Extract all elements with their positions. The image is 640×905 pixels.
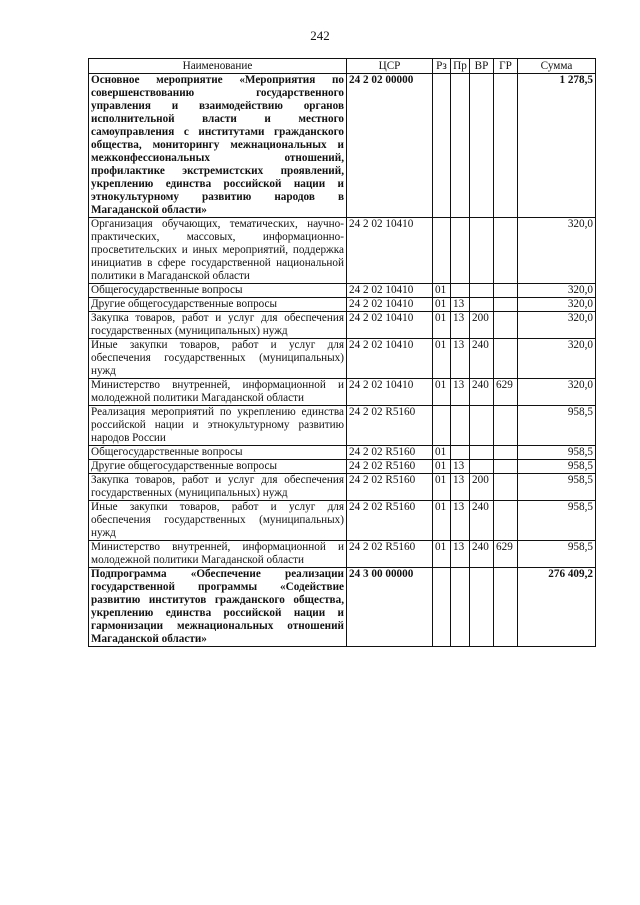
cell-gr: [494, 501, 518, 541]
cell-gr: 629: [494, 541, 518, 568]
cell-rz: 01: [433, 312, 451, 339]
cell-gr: [494, 218, 518, 284]
cell-rz: [433, 74, 451, 218]
cell-vr: 240: [470, 339, 494, 379]
cell-sum: 320,0: [518, 218, 596, 284]
cell-pr: [451, 568, 470, 647]
cell-pr: 13: [451, 474, 470, 501]
cell-vr: 240: [470, 501, 494, 541]
cell-gr: [494, 284, 518, 298]
header-rz: Рз: [433, 59, 451, 74]
cell-csr: 24 2 02 R5160: [347, 446, 433, 460]
cell-pr: 13: [451, 298, 470, 312]
table-row: [89, 460, 596, 474]
cell-csr: 24 2 02 10410: [347, 379, 433, 406]
cell-pr: 13: [451, 501, 470, 541]
cell-csr: 24 2 02 10410: [347, 284, 433, 298]
cell-name: Закупка товаров, работ и услуг для обеспечения государственных (муниципальных) нужд: [89, 312, 347, 339]
table-row: [89, 298, 596, 312]
cell-name: Реализация мероприятий по укреплению единства российской нации и этнокультурному развитию народов России: [89, 406, 347, 446]
cell-rz: 01: [433, 501, 451, 541]
cell-gr: [494, 406, 518, 446]
cell-sum: 276 409,2: [518, 568, 596, 647]
table-row: [89, 446, 596, 460]
cell-sum: 320,0: [518, 379, 596, 406]
cell-vr: [470, 460, 494, 474]
cell-sum: 958,5: [518, 541, 596, 568]
table-body: [89, 74, 596, 647]
cell-gr: [494, 298, 518, 312]
cell-csr: 24 2 02 10410: [347, 298, 433, 312]
cell-vr: [470, 298, 494, 312]
cell-vr: [470, 284, 494, 298]
cell-pr: 13: [451, 541, 470, 568]
header-csr: ЦСР: [347, 59, 433, 74]
cell-rz: 01: [433, 379, 451, 406]
table-header-row: [89, 59, 596, 74]
cell-vr: [470, 568, 494, 647]
header-pr: Пр: [451, 59, 470, 74]
cell-sum: 958,5: [518, 460, 596, 474]
cell-pr: [451, 218, 470, 284]
cell-gr: [494, 568, 518, 647]
table-row: [89, 568, 596, 647]
cell-csr: 24 3 00 00000: [347, 568, 433, 647]
cell-name: Основное мероприятие «Мероприятия по совершенствованию государственного управления и взаимодействию органов исполнительной власти и местного самоуправления с институтами гражданского общества, мониторингу межнациональных и межконфессиональных отношений, профилактике экстремистских проявлений, укреплению единства российской нации и этнокультурному развитию народов в Магаданской области»: [89, 74, 347, 218]
cell-name: Организация обучающих, тематических, научно-практических, массовых, информационно-просветительских и иных мероприятий, поддержка инициатив в сфере государственной национальной политики в Магаданской области: [89, 218, 347, 284]
cell-name: Министерство внутренней, информационной и молодежной политики Магаданской области: [89, 541, 347, 568]
table-row: [89, 218, 596, 284]
table-row: [89, 379, 596, 406]
cell-sum: 958,5: [518, 406, 596, 446]
cell-name: Закупка товаров, работ и услуг для обеспечения государственных (муниципальных) нужд: [89, 474, 347, 501]
header-sum: Сумма: [518, 59, 596, 74]
cell-sum: 1 278,5: [518, 74, 596, 218]
cell-pr: [451, 74, 470, 218]
cell-gr: [494, 74, 518, 218]
cell-rz: [433, 218, 451, 284]
cell-csr: 24 2 02 R5160: [347, 501, 433, 541]
cell-name: Иные закупки товаров, работ и услуг для обеспечения государственных (муниципальных) нужд: [89, 501, 347, 541]
cell-csr: 24 2 02 10410: [347, 218, 433, 284]
cell-pr: [451, 284, 470, 298]
cell-vr: [470, 218, 494, 284]
cell-pr: [451, 446, 470, 460]
cell-rz: [433, 568, 451, 647]
cell-gr: [494, 339, 518, 379]
header-name: Наименование: [89, 59, 347, 74]
cell-name: Общегосударственные вопросы: [89, 446, 347, 460]
table-row: [89, 74, 596, 218]
cell-vr: 200: [470, 312, 494, 339]
cell-csr: 24 2 02 R5160: [347, 460, 433, 474]
cell-csr: 24 2 02 10410: [347, 312, 433, 339]
cell-rz: 01: [433, 446, 451, 460]
cell-sum: 958,5: [518, 446, 596, 460]
cell-name: Другие общегосударственные вопросы: [89, 460, 347, 474]
cell-csr: 24 2 02 10410: [347, 339, 433, 379]
page-number: 242: [310, 28, 330, 43]
cell-sum: 320,0: [518, 312, 596, 339]
cell-vr: [470, 74, 494, 218]
table-row: [89, 474, 596, 501]
cell-gr: [494, 460, 518, 474]
cell-pr: 13: [451, 460, 470, 474]
cell-rz: 01: [433, 298, 451, 312]
cell-vr: 240: [470, 541, 494, 568]
cell-vr: [470, 446, 494, 460]
cell-pr: 13: [451, 379, 470, 406]
cell-pr: 13: [451, 312, 470, 339]
cell-rz: 01: [433, 339, 451, 379]
cell-gr: 629: [494, 379, 518, 406]
table-row: [89, 406, 596, 446]
cell-vr: 200: [470, 474, 494, 501]
cell-csr: 24 2 02 R5160: [347, 541, 433, 568]
cell-vr: [470, 406, 494, 446]
cell-pr: 13: [451, 339, 470, 379]
table-row: [89, 284, 596, 298]
cell-sum: 320,0: [518, 339, 596, 379]
cell-name: Иные закупки товаров, работ и услуг для обеспечения государственных (муниципальных) нужд: [89, 339, 347, 379]
cell-name: Министерство внутренней, информационной и молодежной политики Магаданской области: [89, 379, 347, 406]
table-row: [89, 339, 596, 379]
cell-rz: [433, 406, 451, 446]
cell-name: Подпрограмма «Обеспечение реализации государственной программы «Содействие развитию институтов гражданского общества, укреплению единства российской нации и гармонизации межнациональных отношений Магаданской области»: [89, 568, 347, 647]
cell-name: Другие общегосударственные вопросы: [89, 298, 347, 312]
cell-sum: 320,0: [518, 284, 596, 298]
cell-csr: 24 2 02 00000: [347, 74, 433, 218]
cell-rz: 01: [433, 541, 451, 568]
cell-csr: 24 2 02 R5160: [347, 474, 433, 501]
table-row: [89, 312, 596, 339]
table-row: [89, 541, 596, 568]
cell-sum: 958,5: [518, 501, 596, 541]
cell-gr: [494, 474, 518, 501]
cell-csr: 24 2 02 R5160: [347, 406, 433, 446]
table-row: [89, 501, 596, 541]
header-vr: ВР: [470, 59, 494, 74]
cell-sum: 320,0: [518, 298, 596, 312]
cell-rz: 01: [433, 460, 451, 474]
budget-table: [88, 58, 596, 647]
cell-vr: 240: [470, 379, 494, 406]
cell-rz: 01: [433, 474, 451, 501]
cell-gr: [494, 312, 518, 339]
header-gr: ГР: [494, 59, 518, 74]
cell-name: Общегосударственные вопросы: [89, 284, 347, 298]
cell-pr: [451, 406, 470, 446]
cell-sum: 958,5: [518, 474, 596, 501]
cell-gr: [494, 446, 518, 460]
cell-rz: 01: [433, 284, 451, 298]
